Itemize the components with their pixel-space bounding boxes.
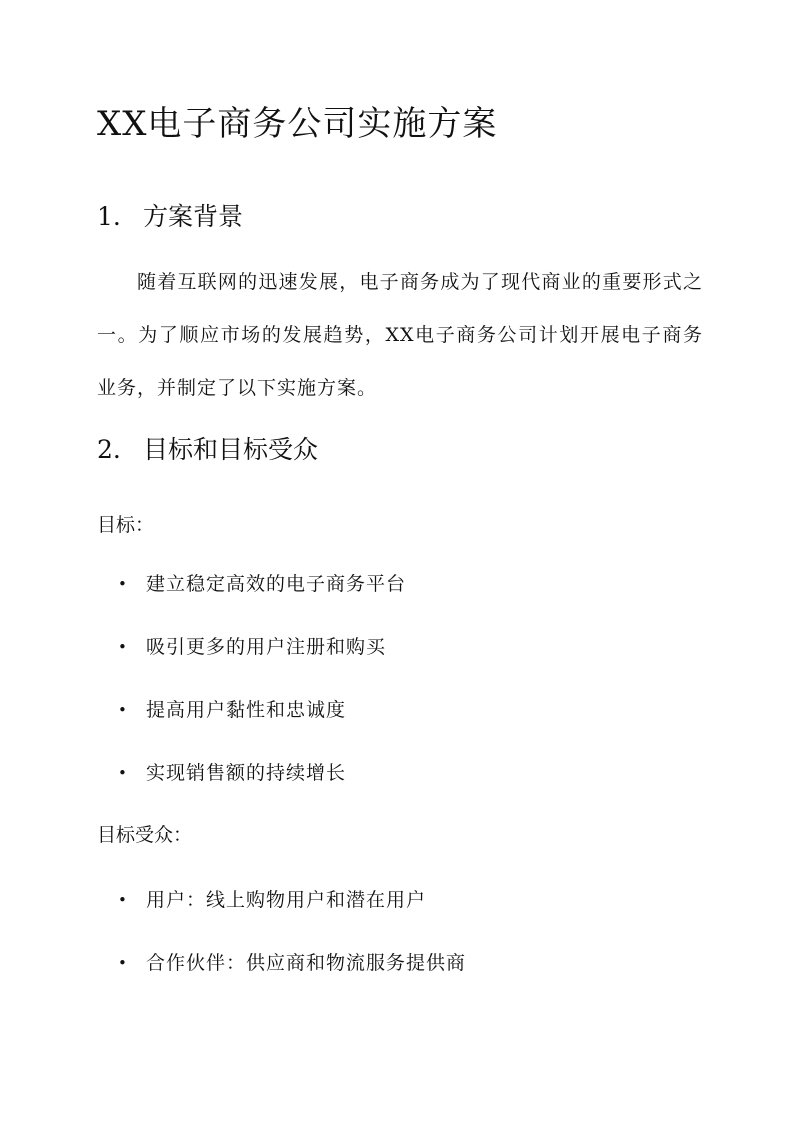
section-heading-background: [97, 197, 243, 233]
list-item-text: 提高用户黏性和忠诚度: [146, 699, 347, 721]
bullet-icon: •: [118, 701, 128, 719]
bullet-icon: •: [118, 891, 128, 909]
list-item-text: 建立稳定高效的电子商务平台: [146, 573, 407, 595]
bullet-icon: •: [118, 575, 128, 593]
document-title: XX电子商务公司实施方案: [97, 104, 498, 144]
bullet-icon: •: [118, 764, 128, 782]
bullet-icon: •: [118, 954, 128, 972]
goals-list: [118, 569, 406, 821]
audience-label: 目标受众：: [97, 824, 193, 846]
list-item: [118, 632, 406, 695]
list-item-text: 吸引更多的用户注册和购买: [146, 636, 387, 658]
list-item: [118, 758, 406, 821]
list-item: [118, 948, 466, 1011]
list-item-text: 合作伙伴：供应商和物流服务提供商: [146, 952, 467, 974]
list-item: [118, 885, 466, 948]
background-paragraph: 随着互联网的迅速发展，电子商务成为了现代商业的重要形式之一。为了顺应市场的发展趋势，XX电子商务公司计划开展电子商务业务，并制定了以下实施方案。: [97, 271, 703, 399]
section-number: 2.: [97, 435, 121, 464]
goals-label: 目标：: [97, 514, 155, 536]
list-item-text: 用户：线上购物用户和潜在用户: [146, 889, 427, 911]
section-heading-goals: [97, 430, 318, 466]
list-item: [118, 569, 406, 632]
list-item-text: 实现销售额的持续增长: [146, 762, 347, 784]
section-title: 目标和目标受众: [143, 435, 319, 464]
list-item: [118, 695, 406, 758]
bullet-icon: •: [118, 638, 128, 656]
section-number: 1.: [97, 202, 121, 231]
audience-list: [118, 885, 466, 1011]
section-title: 方案背景: [143, 202, 244, 231]
